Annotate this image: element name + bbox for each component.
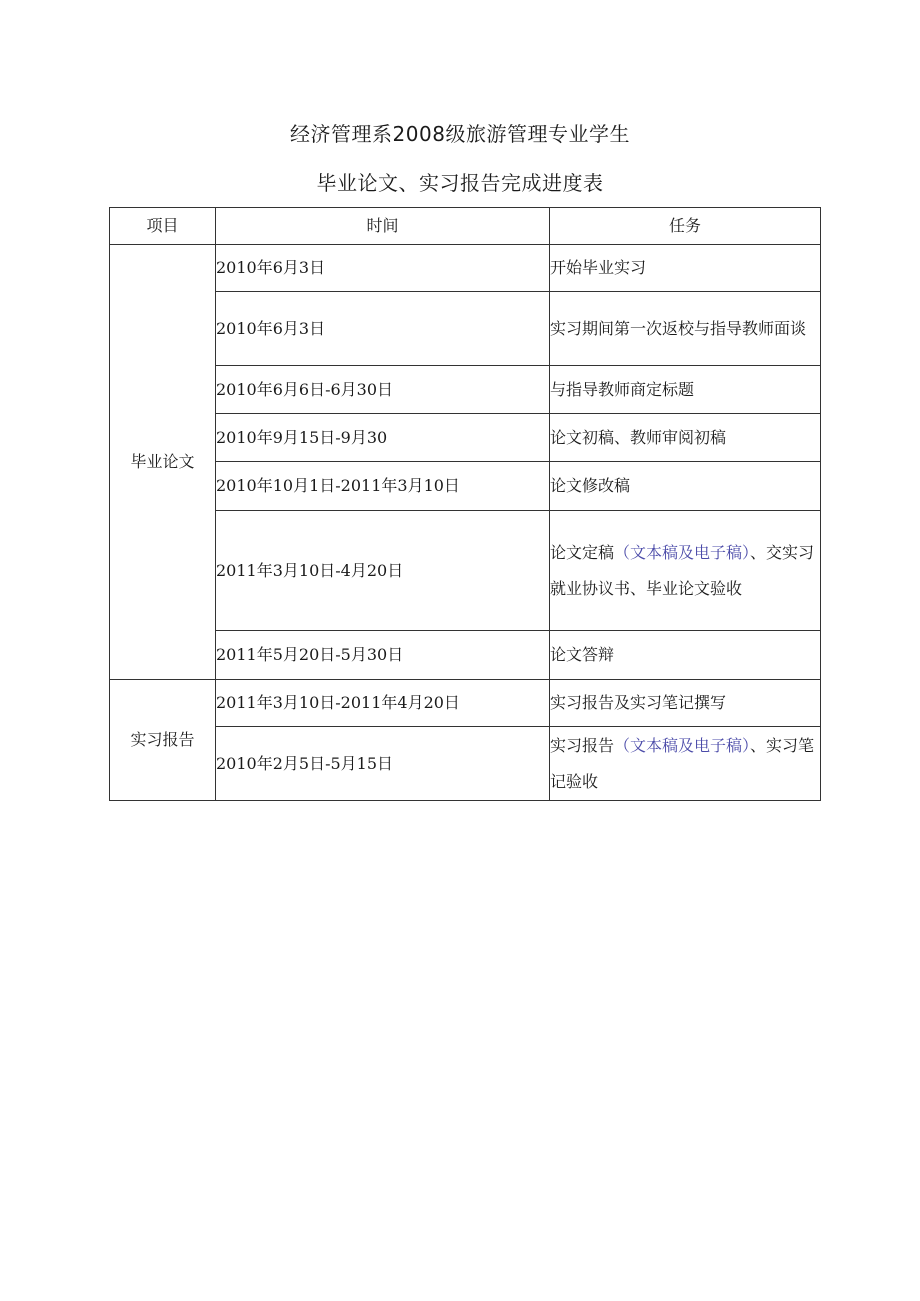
time-cell: 2010年6月6日-6月30日 (216, 366, 550, 414)
document-title: 经济管理系2008级旅游管理专业学生 (290, 122, 630, 146)
table-row (110, 727, 821, 801)
table-row (110, 631, 821, 680)
task-cell: 实习期间第一次返校与指导教师面谈 (550, 292, 821, 366)
task-cell (550, 727, 821, 801)
header-time: 时间 (216, 208, 550, 245)
task-text: 实习报告 (550, 735, 615, 755)
section-name-report: 实习报告 (110, 680, 216, 801)
time-cell: 2010年6月3日 (216, 245, 550, 292)
section-name-thesis: 毕业论文 (110, 245, 216, 680)
time-cell: 2011年3月10日-2011年4月20日 (216, 680, 550, 727)
table-row (110, 511, 821, 631)
document-subtitle: 毕业论文、实习报告完成进度表 (316, 171, 604, 195)
task-cell (550, 511, 821, 631)
table-row (110, 462, 821, 511)
time-cell: 2011年3月10日-4月20日 (216, 511, 550, 631)
task-text: 、交实习就业协议书、毕业论文验收 (550, 542, 815, 598)
schedule-table (109, 207, 821, 801)
task-text: 论文定稿 (550, 542, 615, 562)
header-project: 项目 (110, 208, 216, 245)
time-cell: 2010年9月15日-9月30 (216, 414, 550, 462)
task-cell: 开始毕业实习 (550, 245, 821, 292)
task-cell: 论文初稿、教师审阅初稿 (550, 414, 821, 462)
header-task: 任务 (550, 208, 821, 245)
task-highlight: （文本稿及电子稿） (614, 542, 751, 562)
table-row (110, 680, 821, 727)
table-row (110, 245, 821, 292)
time-cell: 2010年10月1日-2011年3月10日 (216, 462, 550, 511)
task-text: 、实习笔记验收 (550, 735, 815, 791)
task-cell: 论文答辩 (550, 631, 821, 680)
task-cell: 与指导教师商定标题 (550, 366, 821, 414)
task-highlight: （文本稿及电子稿） (614, 735, 751, 755)
table-row (110, 292, 821, 366)
task-cell: 实习报告及实习笔记撰写 (550, 680, 821, 727)
time-cell: 2010年6月3日 (216, 292, 550, 366)
time-cell: 2011年5月20日-5月30日 (216, 631, 550, 680)
time-cell: 2010年2月5日-5月15日 (216, 727, 550, 801)
table-header-row (110, 208, 821, 245)
task-cell: 论文修改稿 (550, 462, 821, 511)
table-row (110, 414, 821, 462)
table-row (110, 366, 821, 414)
